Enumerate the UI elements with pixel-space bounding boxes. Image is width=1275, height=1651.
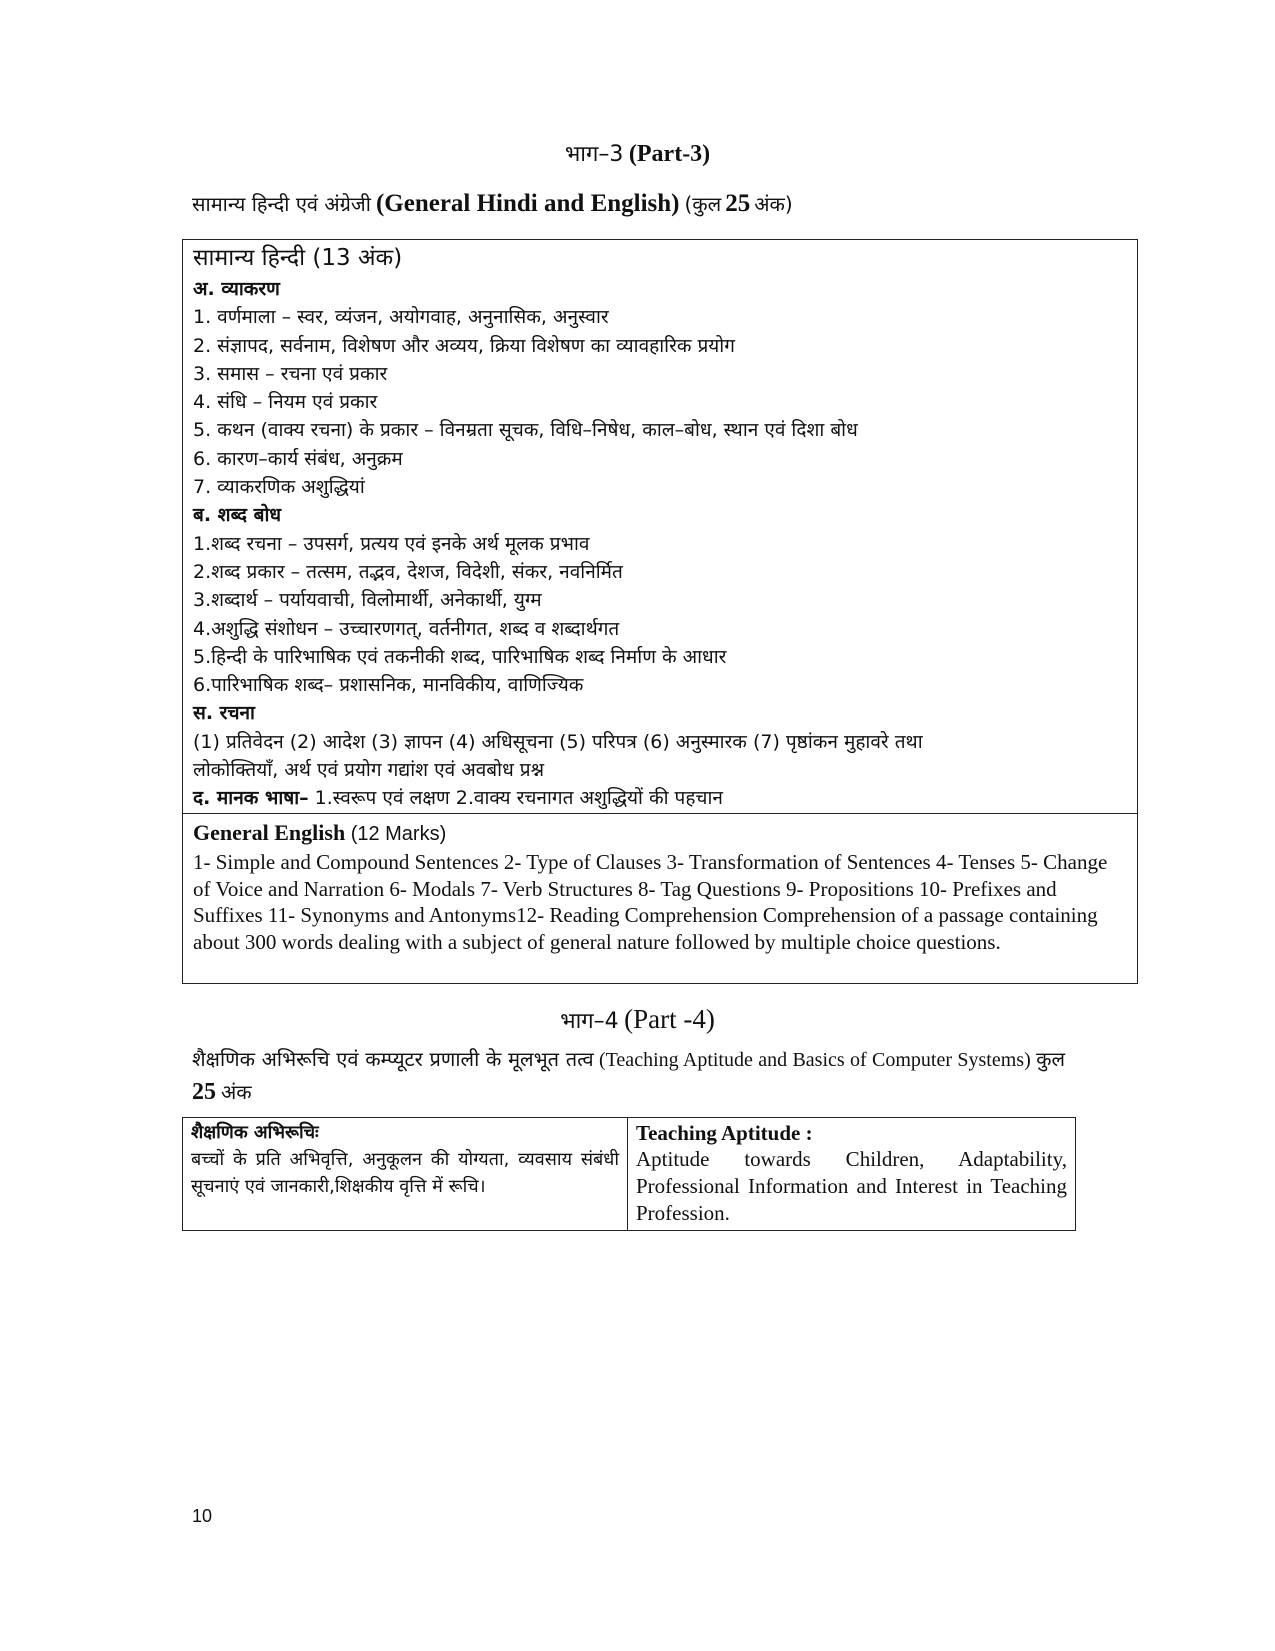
word-item: 1.शब्द रचना – उपसर्ग, प्रत्यय एवं इनके अर्थ मूलक प्रभाव [193,532,590,555]
word-item: 4.अशुद्धि संशोधन – उच्चारणगत्, वर्तनीगत, शब्द व शब्दार्थगत [193,617,620,640]
grammar-item: 1. वर्णमाला – स्वर, व्यंजन, अयोगवाह, अनुनासिक, अनुस्वार [193,306,609,329]
part4-heading-english: (Part -4) [624,1004,715,1034]
part3-heading-hindi: भाग–3 [564,142,624,167]
grammar-item: 2. संज्ञापद, सर्वनाम, विशेषण और अव्यय, क्रिया विशेषण का व्यावहारिक प्रयोग [193,334,735,357]
grammar-item: 3. समास – रचना एवं प्रकार [193,362,388,385]
part4-intro-english: (Teaching Aptitude and Basics of Computer Systems) [598,1049,1031,1071]
part4-total-pre: कुल [1036,1047,1066,1071]
english-syllabus-text: 1- Simple and Compound Sentences 2- Type of Clauses 3- Transformation of Sentences 4- Tenses 5- Change of Voice and Narration 6- Modals 7- Verb Structures 8- Tag Questions 9- Propositions 10- Prefixes and Suffixes 11- Synonyms and Antonyms12- Reading Comprehension Comprehension of a passage containing about 300 words dealing with a subject of general nature followed by multiple choice questions. [193,850,1108,954]
english-title-text: General English [193,820,346,845]
table-head-english: Teaching Aptitude : [636,1121,813,1145]
part4-total-post: अंक [221,1080,252,1104]
word-item: 6.पारिभाषिक शब्द– प्रशासनिक, मानविकीय, वाणिज्यिक [193,674,584,697]
part4-intro [192,1043,1065,1109]
subtitle-english: (General Hindi and English) [375,190,680,217]
grammar-item: 7. व्याकरणिक अशुद्धियां [193,476,365,499]
table-body-hindi: बच्चों के प्रति अभिवृत्ति, अनुकूलन की योग्यता, व्यवसाय संबंधी सूचनाएं एवं जानकारी,शिक्षकीय वृत्ति में रूचि। [191,1149,619,1197]
part4-total-num: 25 [192,1079,216,1105]
teaching-aptitude-table [182,1117,1076,1231]
table-head-hindi: शैक्षणिक अभिरूचिः [191,1122,319,1143]
part3-heading-english: (Part-3) [628,141,711,167]
part4-heading-hindi: भाग–4 [560,1009,619,1034]
part4-heading [0,1004,1275,1035]
part3-heading [0,138,1275,168]
grammar-item: 5. कथन (वाक्य रचना) के प्रकार – विनम्रता सूचक, विधि–निषेध, काल–बोध, स्थान एवं दिशा बोध [193,419,858,442]
general-english-section [183,814,1137,983]
standard-language-text: 1.स्वरूप एवं लक्षण 2.वाक्य रचनागत अशुद्धियों की पहचान [308,787,723,810]
hindi-section-title: सामान्य हिन्दी (13 अंक) [193,245,403,271]
grammar-heading: अ. व्याकरण [193,278,280,300]
english-section-title [193,817,1129,849]
word-knowledge-heading: ब. शब्द बोध [193,504,282,527]
page-number: 10 [192,1506,213,1526]
subtitle-total-num: 25 [725,190,751,217]
general-hindi-section [183,240,1137,814]
subtitle-hindi: सामान्य हिन्दी एवं अंग्रेजी [192,192,371,216]
grammar-item: 4. संधि – नियम एवं प्रकार [193,391,378,414]
word-item: 3.शब्दार्थ – पर्यायवाची, विलोमार्थी, अनेकार्थी, युग्म [193,589,542,612]
standard-language-line [193,784,1127,812]
part4-intro-hindi: शैक्षणिक अभिरूचि एवं कम्प्यूटर प्रणाली के मूलभूत तत्व [192,1047,594,1071]
word-item: 2.शब्द प्रकार – तत्सम, तद्भव, देशज, विदेशी, संकर, नवनिर्मित [193,560,623,583]
composition-heading: स. रचना [193,702,255,725]
subtitle-total-pre: (कुल [684,192,722,216]
standard-language-label: द. मानक भाषा– [193,787,309,810]
composition-line: (1) प्रतिवेदन (2) आदेश (3) ज्ञापन (4) अधिसूचना (5) परिपत्र (6) अनुस्मारक (7) पृष्ठांकन मुहावरे तथा [193,730,923,753]
table-cell-hindi [183,1118,628,1230]
composition-line: लोकोक्तियाँ, अर्थ एवं प्रयोग गद्यांश एवं अवबोध प्रश्न [193,759,545,782]
subtitle-total-post: अंक) [754,192,793,216]
grammar-item: 6. कारण–कार्य संबंध, अनुक्रम [193,447,403,470]
table-cell-english [628,1118,1075,1230]
part3-syllabus-box [182,239,1138,984]
part3-subtitle [192,190,1092,218]
word-item: 5.हिन्दी के पारिभाषिक एवं तकनीकी शब्द, पारिभाषिक शब्द निर्माण के आधार [193,645,727,668]
english-marks: (12 Marks) [350,823,447,845]
table-body-english: Aptitude towards Children, Adaptability, Professional Information and Interest in Teaching Profession. [636,1147,1067,1225]
